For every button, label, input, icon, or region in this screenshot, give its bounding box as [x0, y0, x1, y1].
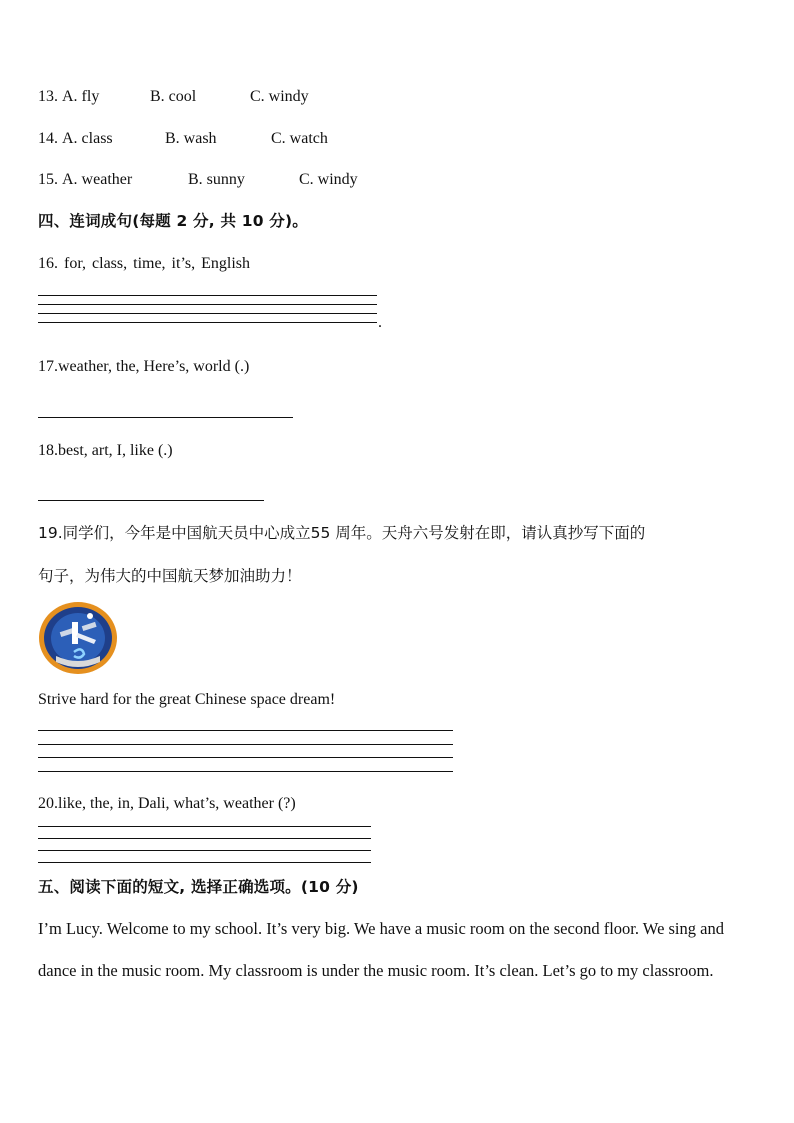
answer-line: [38, 838, 371, 839]
space-mission-badge-icon: [38, 600, 120, 676]
question-15-option-b: B. sunny: [188, 171, 245, 188]
question-13-number: 13.: [38, 88, 58, 105]
question-16-prompt: 16. for, class, time, it’s, English: [38, 255, 251, 272]
answer-line: [38, 500, 264, 501]
answer-line: [38, 304, 377, 305]
reading-passage: I’m Lucy. Welcome to my school. It’s very big. We have a music room on the second floor. We sing and dance in the music room. My classroom is under the music room. It’s clean. Let’s go to my classroom.: [38, 919, 724, 980]
question-14: [38, 129, 328, 149]
question-19-sentence: Strive hard for the great Chinese space dream!: [38, 691, 336, 708]
answer-line: [38, 862, 371, 863]
answer-line: [38, 771, 453, 772]
question-14-option-a: A. class: [62, 130, 113, 147]
answer-line: [38, 757, 453, 758]
question-13-option-b: B. cool: [150, 88, 197, 105]
question-15-option-a: A. weather: [62, 171, 133, 188]
answer-line: [38, 744, 453, 745]
question-16-end-mark: .: [378, 314, 382, 331]
question-14-number: 14.: [38, 130, 58, 147]
question-15-number: 15.: [38, 171, 58, 188]
question-17-prompt: 17.weather, the, Here’s, world (.): [38, 358, 250, 375]
answer-line: [38, 322, 377, 323]
answer-line: [38, 850, 371, 851]
question-18-prompt: 18.best, art, I, like (.): [38, 442, 173, 459]
question-19-prompt-line-1: 19.同学们，今年是中国航天员中心成立55 周年。天舟六号发射在即，请认真抄写下面的: [38, 524, 646, 542]
question-13-option-c: C. windy: [250, 88, 309, 105]
question-15-option-c: C. windy: [299, 171, 358, 188]
answer-line: [38, 730, 453, 731]
section-4-title: 四、连词成句(每题 2 分, 共 10 分)。: [38, 212, 308, 230]
question-20-prompt: 20.like, the, in, Dali, what’s, weather (?): [38, 795, 296, 812]
answer-line: [38, 826, 371, 827]
answer-line: [38, 313, 377, 314]
answer-line: [38, 295, 377, 296]
question-13: [38, 87, 309, 107]
answer-line: [38, 417, 293, 418]
section-5-title: 五、阅读下面的短文, 选择正确选项。(10 分): [38, 878, 359, 896]
question-19-prompt-line-2: 句子，为伟大的中国航天梦加油助力！: [38, 567, 302, 585]
question-14-option-b: B. wash: [165, 130, 217, 147]
question-13-option-a: A. fly: [62, 88, 100, 105]
question-15: [38, 170, 358, 190]
question-14-option-c: C. watch: [271, 130, 328, 147]
